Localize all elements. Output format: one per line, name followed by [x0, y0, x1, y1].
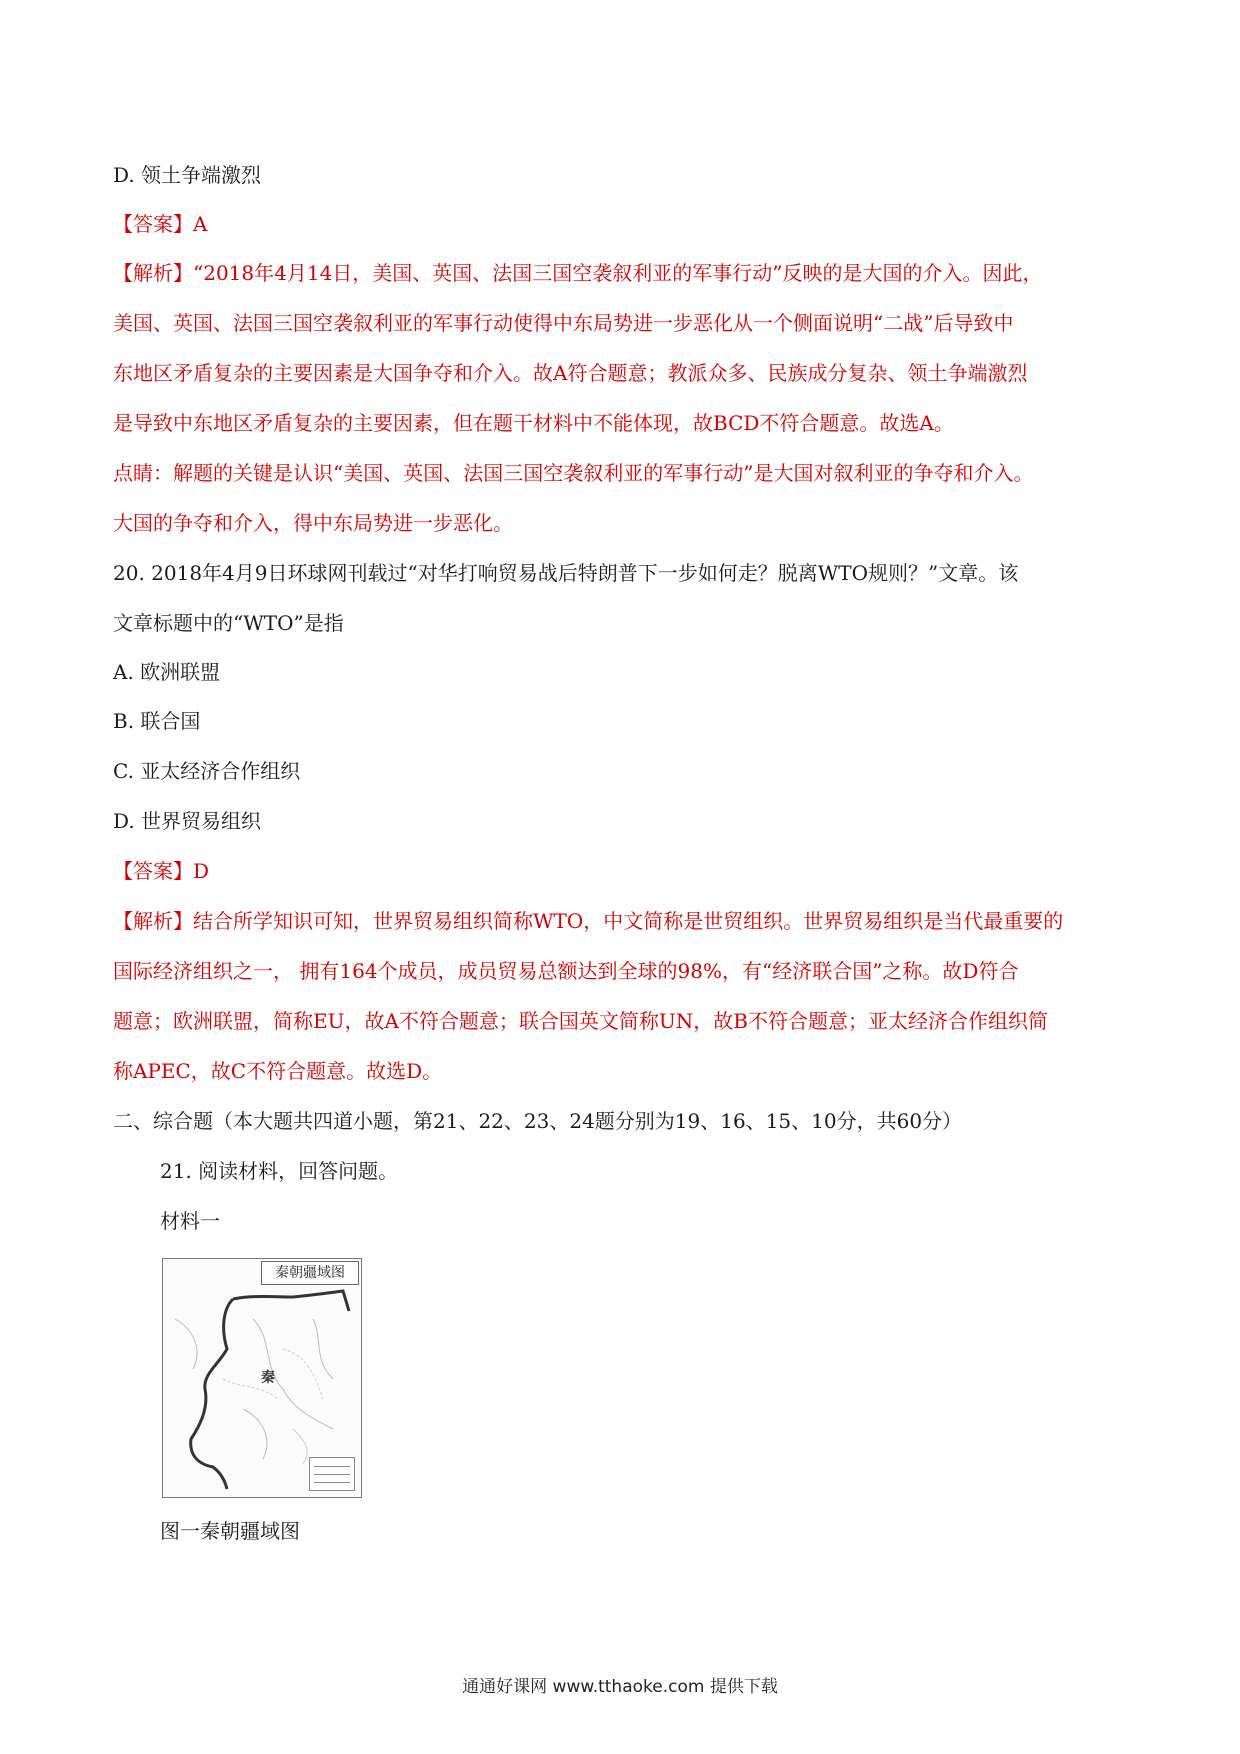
page-footer: 通通好课网 www.tthaoke.com 提供下载: [462, 1677, 778, 1697]
q20-option-c: C. 亚太经济合作组织: [113, 759, 301, 783]
q20-analysis-line-3: 题意；欧洲联盟，简称EU，故A不符合题意；联合国英文简称UN，故B不符合题意；亚太经济合作组织简: [113, 1009, 1048, 1033]
q20-option-a: A. 欧洲联盟: [113, 660, 221, 684]
q19-answer: 【答案】A: [113, 212, 208, 236]
q20-option-d: D. 世界贸易组织: [113, 809, 262, 833]
q20-analysis-line-4: 称APEC，故C不符合题意。故选D。: [113, 1059, 443, 1083]
q20-option-b: B. 联合国: [113, 709, 201, 733]
q20-analysis-line-2: 国际经济组织之一， 拥有164个成员，成员贸易总额达到全球的98%，有“经济联合国”之称。故D符合: [113, 959, 1019, 983]
q19-option-d: D. 领土争端激烈: [113, 163, 262, 187]
q19-analysis-line-2: 美国、英国、法国三国空袭叙利亚的军事行动使得中东局势进一步恶化从一个侧面说明“二战”后导致中: [113, 311, 1014, 335]
map-title: 秦朝疆域图: [261, 1261, 359, 1285]
map-label-qin: 秦: [261, 1370, 275, 1386]
q20-analysis-line-1: 【解析】结合所学知识可知，世界贸易组织简称WTO，中文简称是世贸组织。世界贸易组织是当代最重要的: [113, 909, 1064, 933]
q19-tip-line-2: 大国的争夺和介入，得中东局势进一步恶化。: [113, 511, 513, 535]
q20-stem-line-2: 文章标题中的“WTO”是指: [113, 611, 344, 635]
q20-stem-line-1: 20. 2018年4月9日环球网刊载过“对华打响贸易战后特朗普下一步如何走？脱离WTO规则？”文章。该: [113, 561, 1019, 585]
q19-analysis-line-4: 是导致中东地区矛盾复杂的主要因素，但在题干材料中不能体现，故BCD不符合题意。故选A。: [113, 411, 954, 435]
section-2-heading: 二、综合题（本大题共四道小题，第21、22、23、24题分别为19、16、15、10分，共60分）: [113, 1109, 963, 1133]
q19-analysis-line-3: 东地区矛盾复杂的主要因素是大国争夺和介入。故A符合题意；教派众多、民族成分复杂、领土争端激烈: [113, 361, 1028, 385]
map-legend: [309, 1457, 355, 1491]
material-1-label: 材料一: [160, 1209, 220, 1233]
qin-territory-map: [162, 1258, 362, 1498]
figure-caption: 图一秦朝疆域图: [160, 1519, 300, 1543]
q20-answer: 【答案】D: [113, 859, 210, 883]
q21-stem: 21. 阅读材料，回答问题。: [160, 1159, 399, 1183]
q19-tip-line-1: 点睛：解题的关键是认识“美国、英国、法国三国空袭叙利亚的军事行动”是大国对叙利亚的争夺和介入。: [113, 461, 1034, 485]
q19-analysis-line-1: 【解析】“2018年4月14日，美国、英国、法国三国空袭叙利亚的军事行动”反映的是大国的介入。因此，: [113, 261, 1043, 285]
